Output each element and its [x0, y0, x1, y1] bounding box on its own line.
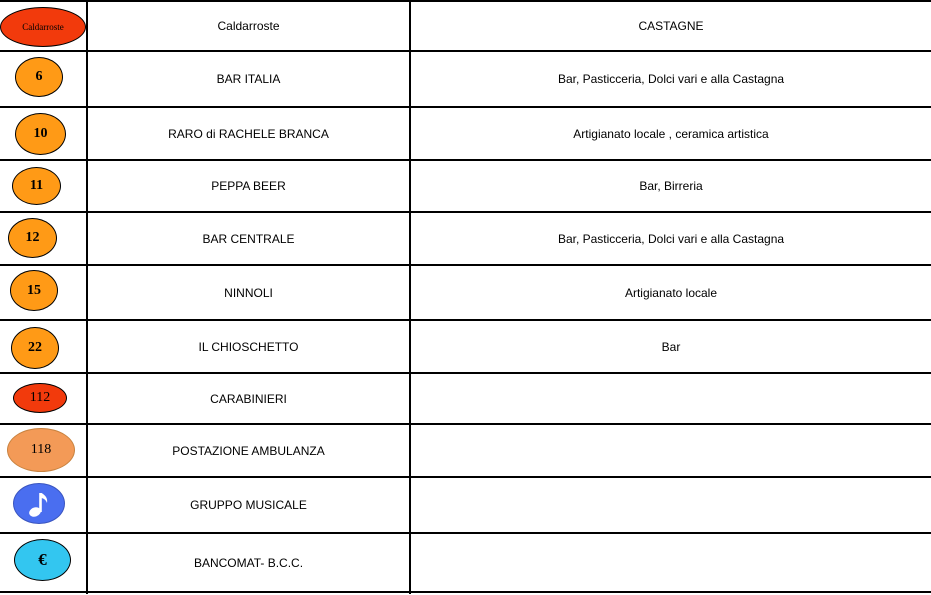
number-badge [15, 113, 66, 155]
row-name: BAR ITALIA [216, 72, 281, 86]
row-description: Artigianato locale , ceramica artistica [573, 126, 769, 141]
row-description: Bar, Birreria [639, 179, 703, 193]
row-description: CASTAGNE [638, 19, 704, 33]
badge-label: 10 [33, 126, 48, 141]
badge-label: Caldarroste [22, 22, 64, 32]
number-badge [8, 218, 57, 258]
badge-label: 118 [30, 442, 52, 457]
atm-badge [14, 539, 71, 581]
badge-label: 11 [29, 178, 44, 193]
badge-label: 112 [29, 390, 51, 405]
row-name: NINNOLI [224, 285, 273, 300]
row-description: Artigianato locale [624, 285, 718, 300]
badge-label: 12 [25, 230, 40, 245]
music-badge [13, 483, 65, 524]
table-row [0, 213, 931, 264]
table-row [0, 161, 931, 211]
emergency-badge [13, 383, 67, 413]
music-note-icon [26, 489, 52, 519]
row-name: CARABINIERI [210, 391, 287, 406]
table-row [0, 52, 931, 106]
row-name: IL CHIOSCHETTO [198, 339, 299, 354]
table-row [0, 534, 931, 591]
table-border-bottom [0, 591, 931, 593]
row-description: Bar, Pasticceria, Dolci vari e alla Castagna [557, 72, 785, 86]
row-name: POSTAZIONE AMBULANZA [172, 443, 325, 458]
row-description [411, 478, 931, 532]
table-row [0, 425, 931, 476]
row-name: Caldarroste [217, 19, 280, 33]
number-badge [11, 327, 59, 369]
euro-icon: € [38, 550, 47, 569]
table-row [0, 321, 931, 372]
row-name: GRUPPO MUSICALE [190, 498, 307, 512]
table-row [0, 2, 931, 50]
row-description [411, 374, 931, 423]
caldarroste-badge [0, 7, 86, 47]
row-name: PEPPA BEER [211, 179, 286, 193]
table-row [0, 374, 931, 423]
badge-label: 6 [35, 69, 43, 84]
table-row [0, 266, 931, 319]
row-description: Bar [661, 339, 681, 354]
row-description [411, 425, 931, 476]
number-badge [12, 167, 61, 205]
table-row [0, 108, 931, 159]
number-badge [10, 270, 58, 311]
row-description: Bar, Pasticceria, Dolci vari e alla Castagna [557, 231, 785, 246]
table-row [0, 478, 931, 532]
ambulance-badge [7, 428, 75, 472]
row-description [411, 534, 931, 591]
row-name: RARO di RACHELE BRANCA [168, 126, 329, 141]
number-badge [15, 57, 63, 97]
row-name: BANCOMAT- B.C.C. [193, 555, 304, 570]
badge-label: 22 [28, 340, 42, 355]
row-name: BAR CENTRALE [202, 231, 295, 246]
badge-label: 15 [27, 282, 41, 298]
